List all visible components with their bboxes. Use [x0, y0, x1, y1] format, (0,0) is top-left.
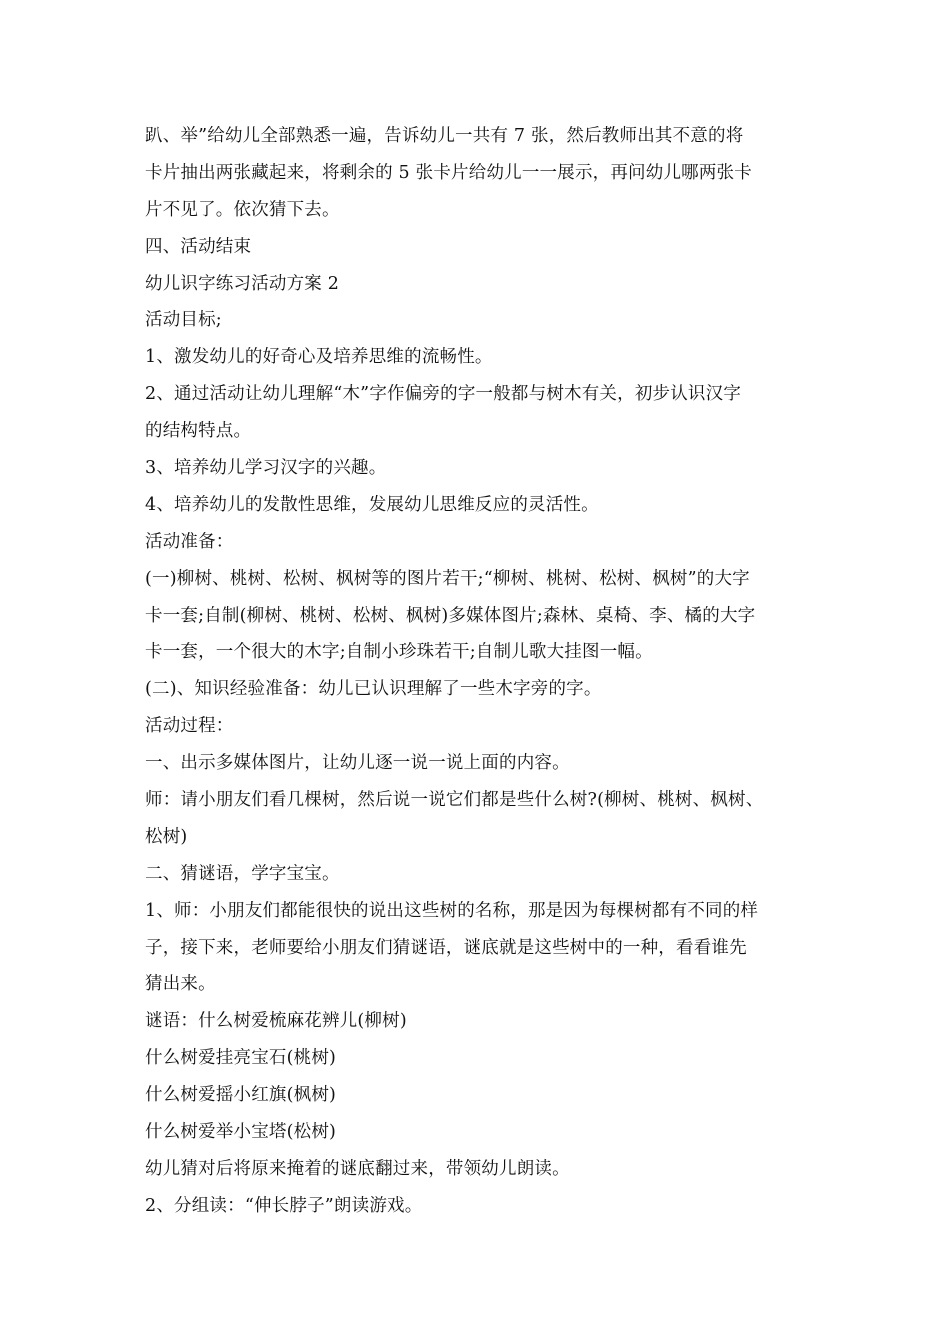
text-line: 一、出示多媒体图片，让幼儿逐一说一说上面的内容。: [145, 753, 570, 774]
text-line: 卡一套;自制(柳树、桃树、松树、枫树)多媒体图片;森林、桌椅、李、橘的大字: [145, 605, 756, 626]
text-line: 2、通过活动让幼儿理解“木”字作偏旁的字一般都与树木有关，初步认识汉字: [145, 384, 742, 405]
document-title: 幼儿识字练习活动方案 2: [145, 273, 340, 294]
text-line: 2、分组读：“伸长脖子”朗读游戏。: [145, 1195, 423, 1216]
text-line: 的结构特点。: [145, 421, 252, 442]
riddle-line: 什么树爱摇小红旗(枫树): [145, 1085, 337, 1106]
document-page: [145, 118, 825, 1225]
section-heading: 四、活动结束: [145, 236, 252, 257]
text-line: 1、师：小朋友们都能很快的说出这些树的名称，那是因为每棵树都有不同的样: [145, 900, 759, 921]
text-line: 子，接下来，老师要给小朋友们猜谜语，谜底就是这些树中的一种，看看谁先: [145, 937, 747, 958]
text-line: (一)柳树、桃树、松树、枫树等的图片若干;“柳树、桃树、松树、枫树”的大字: [145, 568, 750, 589]
text-line: 师：请小朋友们看几棵树，然后说一说它们都是些什么树?(柳树、桃树、枫树、: [145, 790, 764, 811]
text-line: 卡片抽出两张藏起来，将剩余的 5 张卡片给幼儿一一展示，再问幼儿哪两张卡: [145, 162, 752, 183]
text-line: 松树): [145, 826, 188, 847]
riddle-line: 什么树爱挂亮宝石(桃树): [145, 1048, 337, 1069]
text-line: 3、培养幼儿学习汉字的兴趣。: [145, 458, 387, 479]
text-line: 4、培养幼儿的发散性思维，发展幼儿思维反应的灵活性。: [145, 494, 599, 515]
text-line: 幼儿猜对后将原来掩着的谜底翻过来，带领幼儿朗读。: [145, 1158, 570, 1179]
text-line: 1、激发幼儿的好奇心及培养思维的流畅性。: [145, 347, 493, 368]
riddle-line: 什么树爱举小宝塔(松树): [145, 1122, 337, 1143]
text-line: 趴、举”给幼儿全部熟悉一遍，告诉幼儿一共有 7 张，然后教师出其不意的将: [145, 126, 744, 146]
section-heading: 活动目标;: [145, 310, 222, 331]
section-heading: 活动准备：: [145, 531, 234, 552]
text-line: 卡一套，一个很大的木字;自制小珍珠若干;自制儿歌大挂图一幅。: [145, 642, 653, 663]
text-line: 片不见了。依次猜下去。: [145, 199, 340, 220]
text-line: 二、猜谜语，学字宝宝。: [145, 863, 340, 884]
text-line: 猜出来。: [145, 974, 216, 995]
text-line: (二)、知识经验准备：幼儿已认识理解了一些木字旁的字。: [145, 679, 602, 700]
riddle-line: 谜语：什么树爱梳麻花辨儿(柳树): [145, 1011, 407, 1032]
section-heading: 活动过程：: [145, 716, 234, 737]
